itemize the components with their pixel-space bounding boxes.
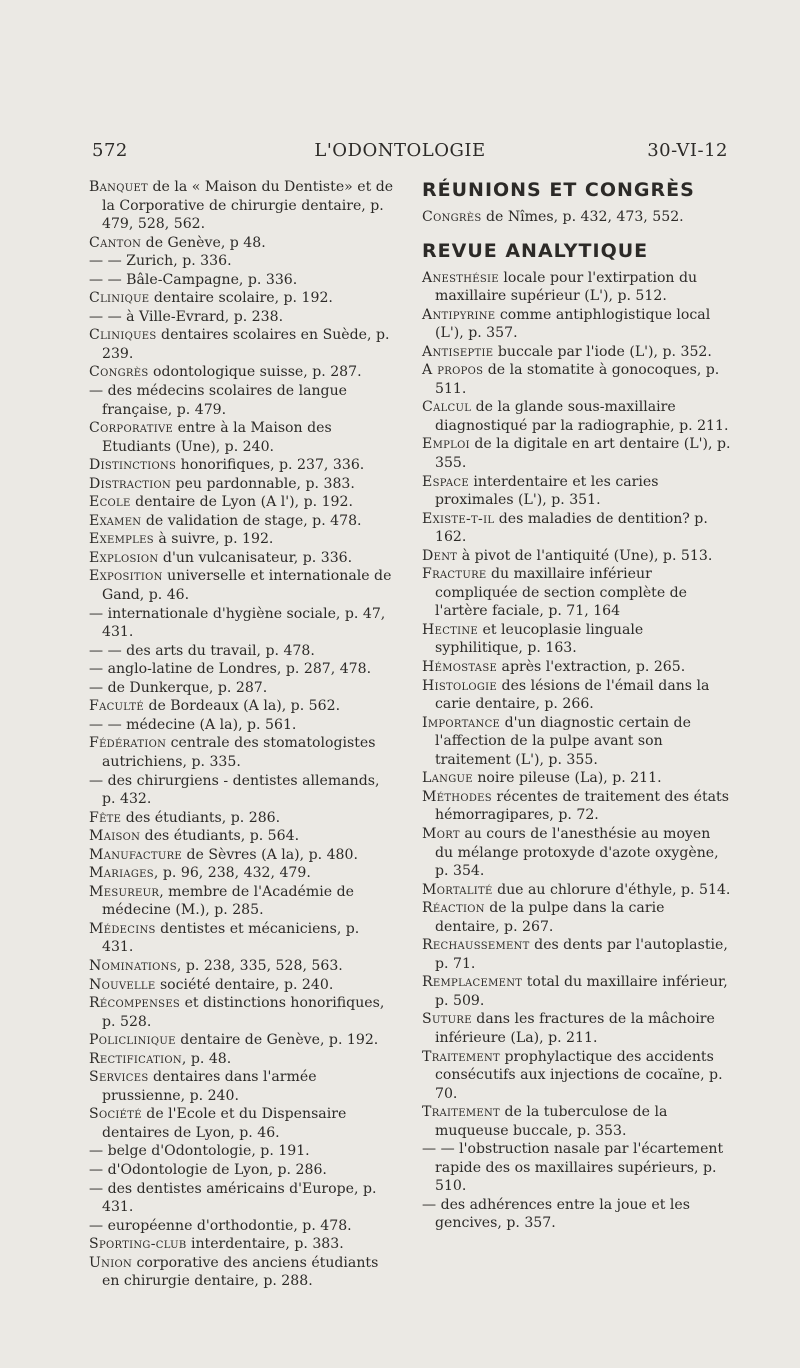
entry-keyword: Services [89,1069,149,1086]
entry-text: — — médecine (A la), p. 561. [89,716,297,733]
entry-keyword: Distinctions [89,457,177,474]
entry-text: de la pulpe dans la carie dentaire, p. 267. [435,900,665,935]
entry-text: dentaires scolaires en Suède, p. 239. [102,327,390,362]
index-entry [422,788,732,825]
section-title-reunions: RÉUNIONS ET CONGRÈS [422,179,695,201]
entry-keyword: Dent [422,547,458,564]
entry-text: de la « Maison du Dentiste» et de la Corporative de chirurgie dentaire, p. 479, 528, 562. [102,179,394,233]
entry-keyword: Policlinique [89,1032,176,1049]
entry-text: à pivot de l'antiquité (Une), p. 513. [457,547,713,564]
entry-keyword: Rectification [89,1050,182,1067]
index-entry [89,642,394,661]
entry-text: odontologique suisse, p. 287. [148,364,362,381]
entry-text: des dents par l'autoplastie, p. 71. [435,937,728,972]
entry-text: , p. 48. [181,1050,232,1067]
index-entry [89,1142,394,1161]
entry-keyword: Calcul [422,399,472,416]
index-entry [89,716,394,735]
index-entry [422,343,732,362]
index-entry [89,920,394,957]
entry-text: — d'Odontologie de Lyon, p. 286. [89,1161,327,1178]
index-entry [422,1103,732,1140]
entry-text: de validation de stage, p. 478. [141,512,362,529]
entry-text: interdentaire, p. 383. [186,1236,344,1253]
index-entry [89,697,394,716]
entry-keyword: Suture [422,1011,472,1028]
entry-keyword: Emploi [422,436,470,453]
entry-keyword: Hectine [422,621,479,638]
entry-text: — de Dunkerque, p. 287. [89,679,268,696]
entry-keyword: Clinique [89,290,150,307]
section-reunions-entries [422,208,732,227]
index-entry [422,936,732,973]
entry-keyword: Antiseptie [422,343,494,360]
entry-text: de Nîmes, p. 432, 473, 552. [481,209,684,225]
entry-text: centrale des stomatologistes autrichiens, p. 335. [102,735,376,770]
running-header [0,140,800,170]
index-entry [422,547,732,566]
entry-keyword: Corporative [89,420,174,437]
index-entry [89,1161,394,1180]
section-revue-entries [422,269,732,1233]
index-entry [422,621,732,658]
entry-text: — européenne d'orthodontie, p. 478. [89,1217,352,1234]
index-entry [89,234,394,253]
index-entry [89,976,394,995]
entry-text: dentaire de Genève, p. 192. [175,1032,379,1049]
entry-text: et leucoplasie linguale syphilitique, p. 163. [435,621,644,657]
entry-text: , p. 238, 335, 528, 563. [176,957,343,974]
index-entry [422,1048,732,1104]
entry-text: — des chirurgiens - dentistes allemands, p. 432. [89,772,380,808]
entry-keyword: Union [89,1254,133,1271]
entry-text: de Genève, p 48. [141,234,266,251]
entry-keyword: Traitement [422,1104,501,1121]
index-entry [89,809,394,828]
index-entry [89,605,394,642]
entry-keyword: Fracture [422,566,487,583]
journal-title: L'ODONTOLOGIE [314,140,486,161]
entry-text: de la glande sous-maxillaire diagnostiqué par la radiographie, p. 211. [435,399,729,434]
index-entry [89,994,394,1031]
index-entry [89,419,394,456]
index-entry [422,677,732,714]
entry-text: total du maxillaire inférieur, p. 509. [435,974,728,1009]
page-number: 572 [92,140,128,161]
entry-keyword: Faculté [89,698,144,715]
entry-keyword: Fédération [89,735,167,752]
entry-keyword: Canton [89,234,142,251]
index-entry [422,881,732,900]
index-entry [89,1105,394,1142]
entry-keyword: Explosion [89,549,159,566]
index-entry [89,363,394,382]
entry-keyword: Histologie [422,677,498,694]
entry-text: société dentaire, p. 240. [155,976,334,993]
entry-text: à suivre, p. 192. [153,531,274,548]
index-entry [89,271,394,290]
entry-text: du maxillaire inférieur compliquée de section complète de l'artère faciale, p. 71, 164 [435,566,688,620]
entry-keyword: Médecins [89,920,156,937]
index-entry [89,864,394,883]
index-entry [89,512,394,531]
index-entry [89,549,394,568]
index-entry [422,1140,732,1196]
entry-keyword: Nouvelle [89,976,156,993]
entry-keyword: Mort [422,825,460,842]
entry-keyword: Congrès [89,364,149,381]
entry-text: dentaire scolaire, p. 192. [149,290,333,307]
entry-text: , p. 96, 238, 432, 479. [153,865,311,882]
entry-text: après l'extraction, p. 265. [497,659,686,676]
index-entry [422,361,732,398]
entry-keyword: Ecole [89,494,131,511]
entry-text: interdentaire et les caries proximales (L'), p. 351. [435,473,659,509]
entry-text: dentaires dans l'armée prussienne, p. 240. [102,1069,317,1104]
index-entry [422,1196,732,1233]
entry-keyword: Traitement [422,1048,501,1065]
entry-text: corporative des anciens étudiants en chirurgie dentaire, p. 288. [102,1254,379,1290]
entry-keyword: Exposition [89,568,163,585]
entry-text: — des médecins scolaires de langue française, p. 479. [89,383,347,418]
entry-text: peu pardonnable, p. 383. [171,475,355,492]
entry-keyword: Réaction [422,900,485,917]
index-entry [422,473,732,510]
section-title-revue: REVUE ANALYTIQUE [422,239,649,262]
index-entry [89,679,394,698]
entry-text: — — des arts du travail, p. 478. [89,642,315,659]
index-entry [89,289,394,308]
entry-keyword: Distraction [89,475,172,492]
index-entry [89,530,394,549]
entry-text: récentes de traitement des états hémorragipares, p. 72. [435,788,729,824]
index-entry [422,435,732,472]
entry-keyword: Anesthésie [422,269,499,286]
index-entry [422,899,732,936]
entry-keyword: Exemples [89,531,154,548]
entry-text: — — à Ville-Evrard, p. 238. [89,308,284,325]
entry-keyword: Cliniques [89,327,157,344]
index-entry [89,1050,394,1069]
entry-text: — — Zurich, p. 336. [89,253,232,270]
entry-text: — anglo-latine de Londres, p. 287, 478. [89,661,372,678]
entry-keyword: Société [89,1106,142,1123]
entry-text: honorifiques, p. 237, 336. [176,457,365,474]
index-entry [89,456,394,475]
entry-text: des maladies de dentition? p. 162. [435,510,708,546]
index-entry [422,658,732,677]
index-entry [89,734,394,771]
index-entry [89,326,394,363]
entry-text: des étudiants, p. 286. [121,809,281,826]
entry-text: et distinctions honorifiques, p. 528. [102,995,385,1030]
entry-keyword: Méthodes [422,788,492,805]
index-entry [422,208,732,227]
entry-keyword: Manufacture [89,846,182,863]
index-entry [89,883,394,920]
entry-keyword: Mariages [89,865,154,882]
index-entry [89,382,394,419]
index-entry [422,769,732,788]
index-entry [89,1217,394,1236]
entry-keyword: Mortalité [422,881,493,898]
entry-keyword: Langue [422,770,473,787]
index-entry [89,1068,394,1105]
index-entry [422,714,732,770]
index-entry [89,1235,394,1254]
index-entry [89,957,394,976]
entry-keyword: Rechaussement [422,937,530,954]
entry-text: d'un vulcanisateur, p. 336. [158,549,353,566]
entry-keyword: Fête [89,809,122,826]
entry-text: — des dentistes américains d'Europe, p. 431. [89,1180,377,1216]
entry-text: de la tuberculose de la muqueuse buccale, p. 353. [435,1104,668,1139]
entry-text: prophylactique des accidents consécutifs aux injections de cocaïne, p. 70. [435,1048,723,1102]
entry-text: — — l'obstruction nasale par l'écartement rapide des os maxillaires supérieurs, p. 510. [422,1141,724,1195]
entry-text: — des adhérences entre la joue et les gencives, p. 357. [422,1196,690,1232]
entry-text: entre à la Maison des Etudiants (Une), p. 240. [102,420,332,455]
entry-text: universelle et internationale de Gand, p. 46. [102,568,392,604]
left-column [89,178,394,1291]
index-entry [422,973,732,1010]
entry-keyword: Espace [422,473,469,490]
entry-keyword: Importance [422,714,501,731]
index-entry [89,827,394,846]
entry-text: des lésions de l'émail dans la carie dentaire, p. 266. [435,677,710,713]
index-entry [422,565,732,621]
entry-keyword: Sporting-club [89,1236,187,1253]
entry-text: de Sèvres (A la), p. 480. [182,846,358,863]
entry-keyword: A propos [422,362,484,379]
index-entry [422,269,732,306]
entry-keyword: Remplacement [422,974,523,991]
entry-keyword: Existe-t-il [422,510,495,527]
entry-text: de la stomatite à gonocoques, p. 511. [435,362,720,397]
entry-text: — internationale d'hygiène sociale, p. 47, 431. [89,605,386,641]
entry-keyword: Nominations [89,957,177,974]
index-entry [89,178,394,234]
entry-text: des étudiants, p. 564. [140,828,300,845]
entry-text: de la digitale en art dentaire (L'), p. 355. [435,436,731,472]
issue-date: 30-VI-12 [647,140,728,161]
entry-keyword: Récompenses [89,995,181,1012]
index-entry [422,510,732,547]
entry-keyword: Congrès [422,209,482,225]
entry-text: buccale par l'iode (L'), p. 352. [493,343,712,360]
index-entry [422,1010,732,1047]
entry-text: locale pour l'extirpation du maxillaire supérieur (L'), p. 512. [435,269,698,305]
entry-keyword: Antipyrine [422,306,496,323]
entry-text: d'un diagnostic certain de l'affection de la pulpe avant son traitement (L'), p. 355. [435,714,691,768]
entry-text: noire pileuse (La), p. 211. [472,770,662,787]
entry-text: — belge d'Odontologie, p. 191. [89,1143,310,1160]
index-entry [422,398,732,435]
entry-text: — — Bâle-Campagne, p. 336. [89,271,298,288]
entry-keyword: Maison [89,828,141,845]
entry-text: de l'Ecole et du Dispensaire dentaires de Lyon, p. 46. [102,1106,347,1141]
entry-text: dans les fractures de la mâchoire inférieure (La), p. 211. [435,1011,715,1046]
entry-keyword: Banquet [89,179,149,195]
index-entry [89,493,394,512]
index-entry [89,846,394,865]
index-entry [89,252,394,271]
index-entry [89,1254,394,1291]
entry-keyword: Hémostase [422,659,498,676]
index-entry [89,475,394,494]
index-entry [422,825,732,881]
index-entry [89,772,394,809]
entry-text: au cours de l'anesthésie au moyen du mélange protoxyde d'azote oxygène, p. 354. [435,825,719,880]
entry-keyword: Mesureur [89,883,160,900]
entry-text: dentistes et mécaniciens, p. 431. [102,920,360,956]
index-entry [89,1180,394,1217]
right-column [422,178,732,1233]
entry-keyword: Examen [89,512,142,529]
entry-text: dentaire de Lyon (A l'), p. 192. [130,494,353,511]
entry-text: de Bordeaux (A la), p. 562. [143,698,341,715]
index-entry [89,308,394,327]
index-entry [89,1031,394,1050]
index-entry [89,660,394,679]
index-entry [89,567,394,604]
entry-text: comme antiphlogistique local (L'), p. 357. [435,306,711,342]
entry-text: , membre de l'Académie de médecine (M.), p. 285. [102,883,354,919]
entry-text: due au chlorure d'éthyle, p. 514. [492,881,731,898]
index-entry [422,306,732,343]
